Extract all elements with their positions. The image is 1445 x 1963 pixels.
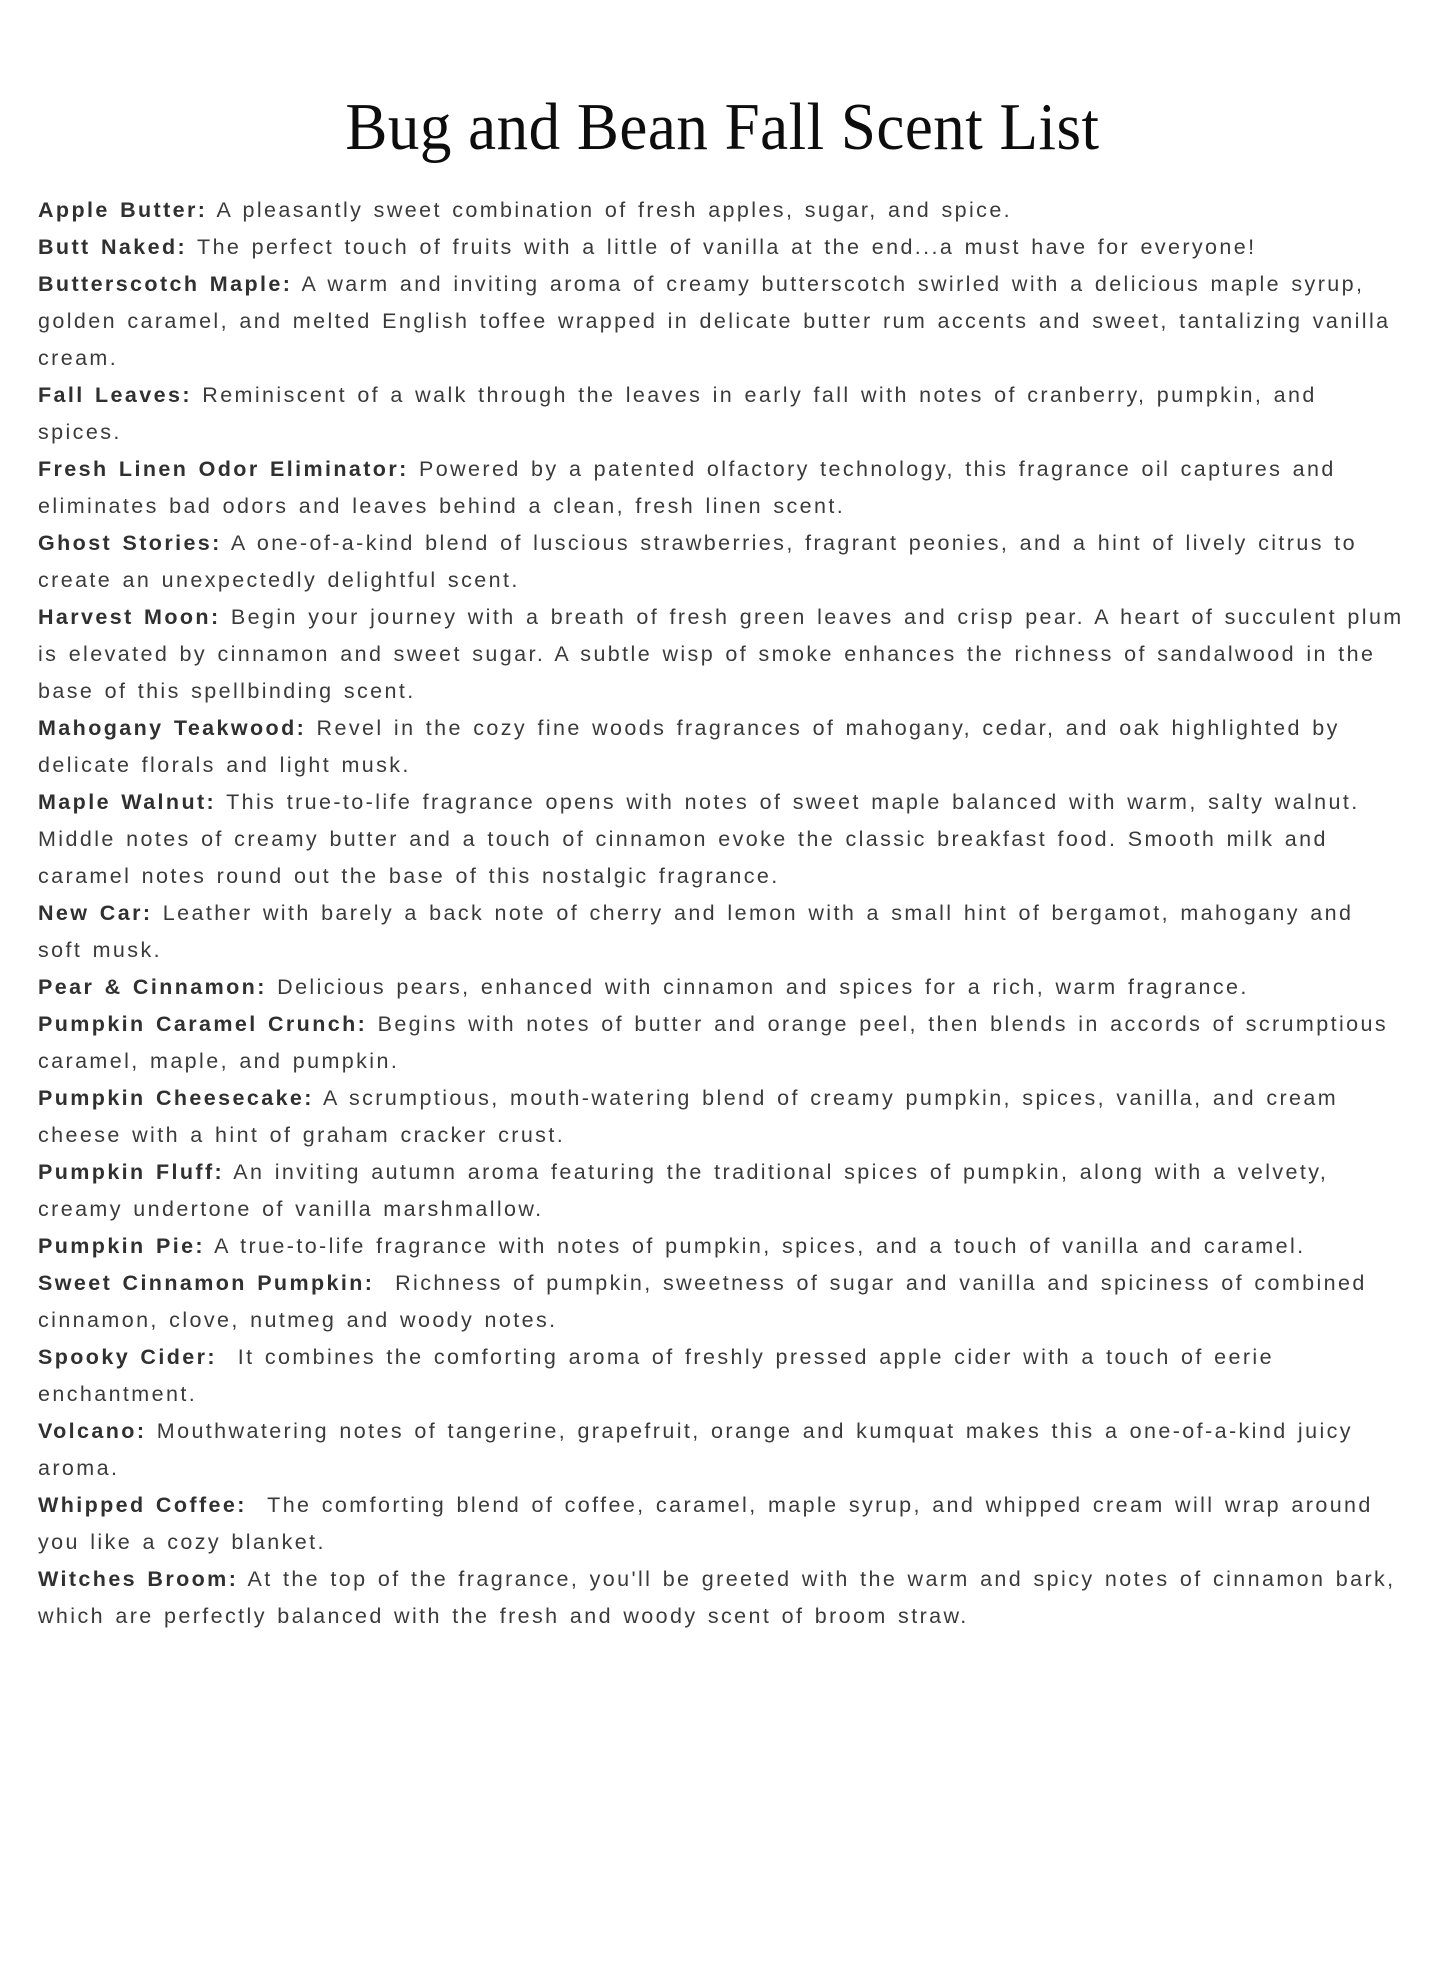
scent-name: Witches Broom: (38, 1567, 239, 1592)
scent-item (38, 710, 1407, 784)
scent-item (38, 266, 1407, 377)
scent-item (38, 1080, 1407, 1154)
scent-description: Begin your journey with a breath of fresh green leaves and crisp pear. A heart of succulent plum is elevated by cinnamon and sweet sugar. A subtle wisp of smoke enhances the richness of sandalwood in the base of this spellbinding scent. (38, 605, 1414, 704)
scent-item (38, 229, 1407, 266)
scent-item (38, 784, 1407, 895)
scent-item (38, 192, 1407, 229)
scent-name: Spooky Cider: (38, 1345, 217, 1370)
scent-name: Maple Walnut: (38, 790, 217, 815)
scent-description: This true-to-life fragrance opens with notes of sweet maple balanced with warm, salty walnut. Middle notes of creamy butter and a touch of cinnamon evoke the classic breakfast food. Smooth milk and caramel notes round out the base of this nostalgic fragrance. (38, 790, 1370, 889)
scent-description: Revel in the cozy fine woods fragrances of mahogany, cedar, and oak highlighted by delicate florals and light musk. (38, 716, 1351, 778)
scent-item (38, 969, 1407, 1006)
scent-description: A pleasantly sweet combination of fresh apples, sugar, and spice. (207, 198, 1013, 223)
scent-name: Apple Butter: (38, 198, 208, 223)
scent-description: The perfect touch of fruits with a little of vanilla at the end...a must have for everyone! (187, 235, 1257, 260)
scent-name: Whipped Coffee: (38, 1493, 247, 1518)
scent-description: At the top of the fragrance, you'll be greeted with the warm and spicy notes of cinnamon bark, which are perfectly balanced with the fresh and woody scent of broom straw. (38, 1567, 1406, 1629)
scent-description: A one-of-a-kind blend of luscious strawberries, fragrant peonies, and a hint of lively citrus to create an unexpectedly delightful scent. (38, 531, 1368, 593)
scent-description: A warm and inviting aroma of creamy butterscotch swirled with a delicious maple syrup, golden caramel, and melted English toffee wrapped in delicate butter rum accents and sweet, tantalizing vanilla cream. (38, 272, 1401, 371)
page-title: Bug and Bean Fall Scent List (345, 89, 1100, 165)
scent-description: Mouthwatering notes of tangerine, grapefruit, orange and kumquat makes this a one-of-a-kind juicy aroma. (38, 1419, 1364, 1481)
scent-name: Mahogany Teakwood: (38, 716, 307, 741)
scent-description: A true-to-life fragrance with notes of pumpkin, spices, and a touch of vanilla and caramel. (205, 1234, 1306, 1259)
scent-item (38, 895, 1407, 969)
scent-name: Pumpkin Caramel Crunch: (38, 1012, 368, 1037)
scent-name: Butt Naked: (38, 235, 188, 260)
scent-description: It combines the comforting aroma of freshly pressed apple cider with a touch of eerie enchantment. (38, 1345, 1285, 1407)
scent-item (38, 1154, 1407, 1228)
scent-description: An inviting autumn aroma featuring the traditional spices of pumpkin, along with a velvety, creamy undertone of vanilla marshmallow. (38, 1160, 1339, 1222)
scent-description: Leather with barely a back note of cherry and lemon with a small hint of bergamot, mahogany and soft musk. (38, 901, 1364, 963)
scent-description: Delicious pears, enhanced with cinnamon and spices for a rich, warm fragrance. (266, 975, 1249, 1000)
scent-item (38, 1265, 1407, 1339)
scent-name: Fresh Linen Odor Eliminator: (38, 457, 409, 482)
scent-list (38, 192, 1414, 1635)
scent-name: Butterscotch Maple: (38, 272, 293, 297)
scent-item (38, 1228, 1407, 1265)
scent-description: Richness of pumpkin, sweetness of sugar and vanilla and spiciness of combined cinnamon, clove, nutmeg and woody notes. (38, 1271, 1378, 1333)
scent-name: Volcano: (38, 1419, 147, 1444)
scent-description: Begins with notes of butter and orange peel, then blends in accords of scrumptious caramel, maple, and pumpkin. (38, 1012, 1399, 1074)
scent-name: New Car: (38, 901, 153, 926)
scent-item (38, 1561, 1407, 1635)
document-page (0, 89, 1445, 1963)
scent-name: Fall Leaves: (38, 383, 192, 408)
scent-item (38, 1487, 1407, 1561)
scent-item (38, 1339, 1407, 1413)
scent-name: Harvest Moon: (38, 605, 221, 630)
scent-description: Reminiscent of a walk through the leaves in early fall with notes of cranberry, pumpkin, and spices. (38, 383, 1328, 445)
scent-name: Pear & Cinnamon: (38, 975, 267, 1000)
scent-description: Powered by a patented olfactory technology, this fragrance oil captures and eliminates bad odors and leaves behind a clean, fresh linen scent. (38, 457, 1347, 519)
scent-description: A scrumptious, mouth-watering blend of creamy pumpkin, spices, vanilla, and cream cheese with a hint of graham cracker crust. (38, 1086, 1349, 1148)
scent-item (38, 1413, 1407, 1487)
scent-description: The comforting blend of coffee, caramel, maple syrup, and whipped cream will wrap around you like a cozy blanket. (38, 1493, 1384, 1555)
scent-item (38, 377, 1407, 451)
scent-item (38, 451, 1407, 525)
scent-name: Pumpkin Fluff: (38, 1160, 225, 1185)
scent-item (38, 599, 1414, 710)
scent-item (38, 1006, 1407, 1080)
scent-item (38, 525, 1407, 599)
scent-name: Sweet Cinnamon Pumpkin: (38, 1271, 375, 1296)
scent-name: Pumpkin Pie: (38, 1234, 205, 1259)
scent-name: Pumpkin Cheesecake: (38, 1086, 314, 1111)
scent-name: Ghost Stories: (38, 531, 222, 556)
